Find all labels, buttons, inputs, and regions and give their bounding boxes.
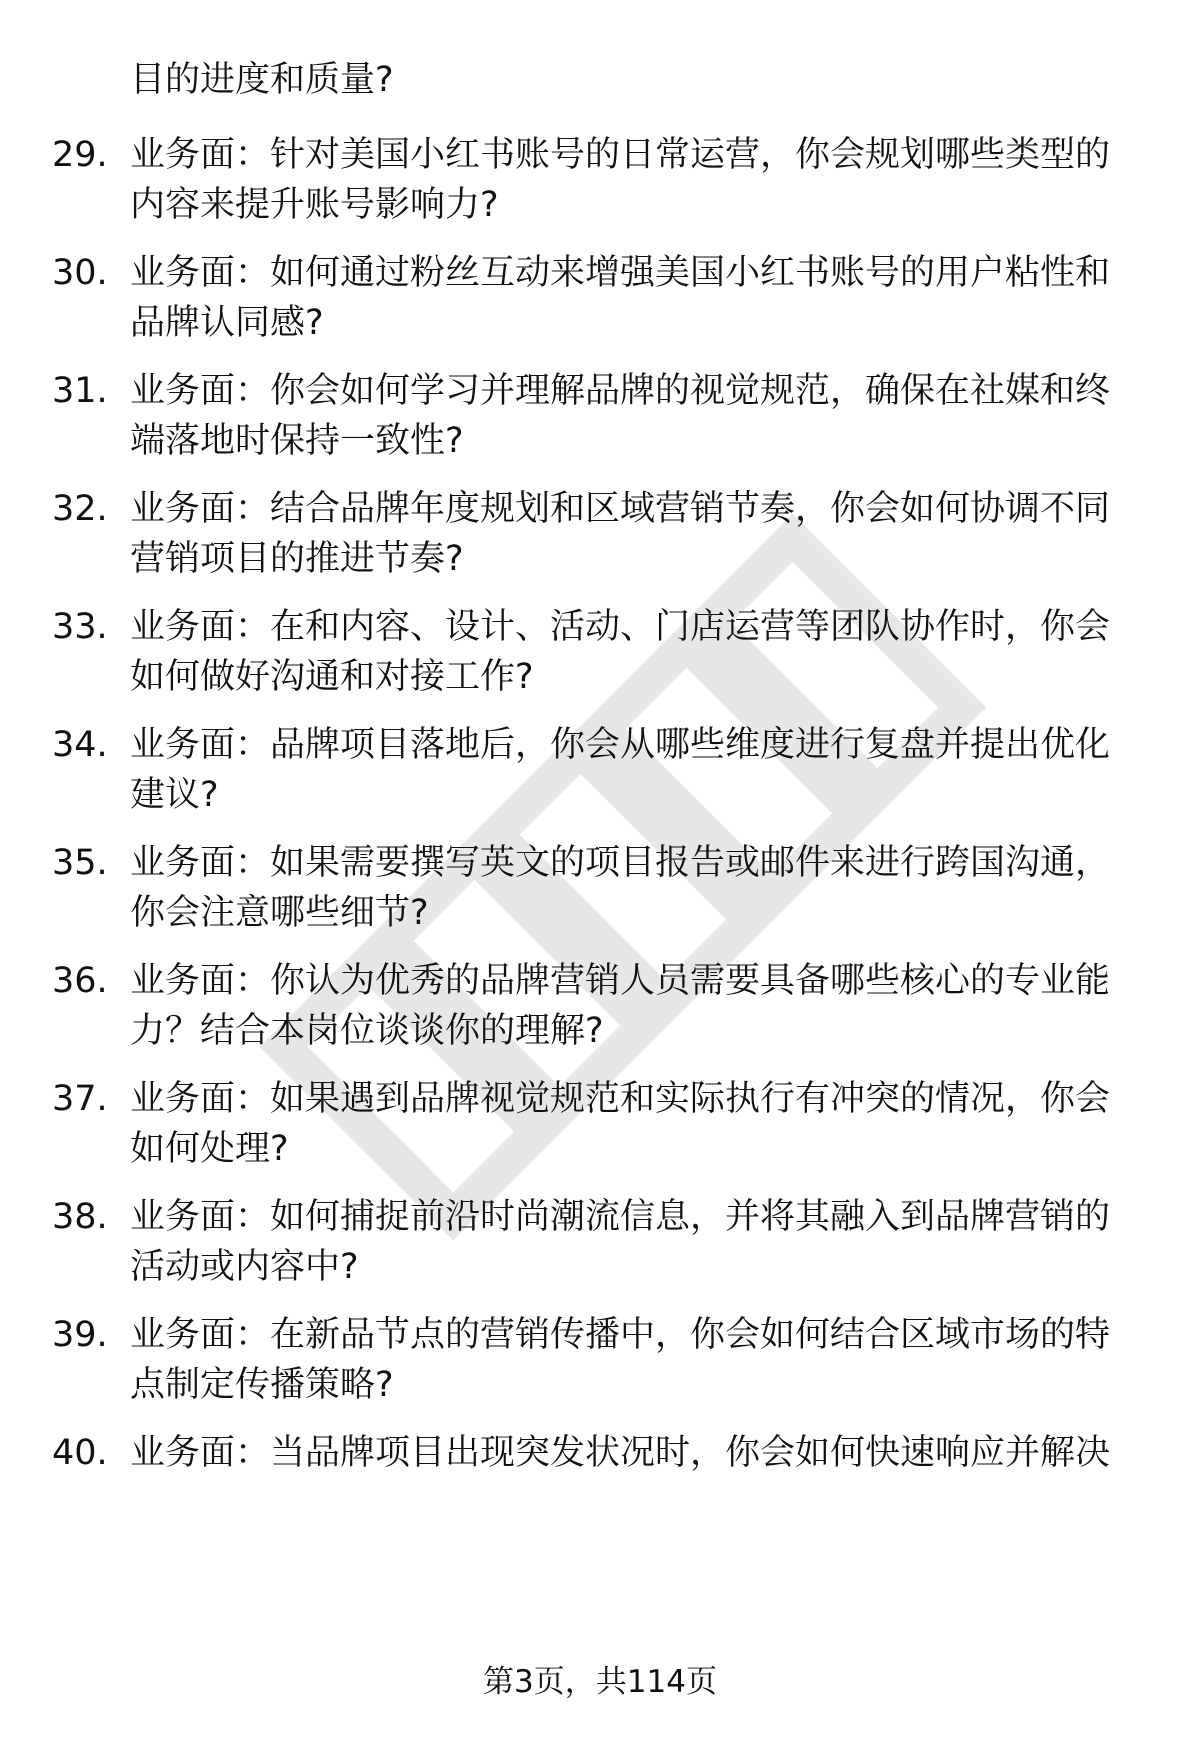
- question-text-line1: 业务面：当品牌项目出现突发状况时，你会如何快速响应并解决: [130, 1433, 1111, 1473]
- question-text-line2: 力？结合本岗位谈谈你的理解?: [130, 1011, 604, 1051]
- question-item: [0, 1077, 1200, 1177]
- question-item: [0, 251, 1200, 351]
- question-number: 29.: [52, 135, 108, 175]
- question-text-line1: 业务面：在新品节点的营销传播中，你会如何结合区域市场的特: [130, 1315, 1111, 1355]
- question-item: [0, 841, 1200, 941]
- question-text-line2: 活动或内容中?: [130, 1247, 359, 1287]
- question-number: 39.: [52, 1315, 108, 1355]
- question-item: [0, 133, 1200, 233]
- question-text-line2: 营销项目的推进节奏?: [130, 539, 464, 579]
- question-item: [0, 605, 1200, 705]
- question-text-line2: 如何处理?: [130, 1129, 289, 1169]
- page-footer: 第3页，共114页: [483, 1664, 717, 1700]
- question-number: 31.: [52, 371, 108, 411]
- question-item: [0, 1195, 1200, 1295]
- question-item: [0, 1313, 1200, 1413]
- continuation-line: 目的进度和质量?: [130, 60, 394, 100]
- question-text-line1: 业务面：如果遇到品牌视觉规范和实际执行有冲突的情况，你会: [130, 1079, 1111, 1119]
- question-text-line1: 业务面：品牌项目落地后，你会从哪些维度进行复盘并提出优化: [130, 725, 1111, 765]
- question-text-line1: 业务面：如果需要撰写英文的项目报告或邮件来进行跨国沟通，: [130, 843, 1111, 883]
- question-number: 32.: [52, 489, 108, 529]
- question-text-line2: 建议?: [130, 775, 219, 815]
- question-item: [0, 723, 1200, 823]
- question-number: 35.: [52, 843, 108, 883]
- question-item: [0, 1431, 1200, 1531]
- question-text-line1: 业务面：如何捕捉前沿时尚潮流信息，并将其融入到品牌营销的: [130, 1197, 1111, 1237]
- question-item: [0, 369, 1200, 469]
- question-number: 37.: [52, 1079, 108, 1119]
- question-text-line2: 如何做好沟通和对接工作?: [130, 657, 534, 697]
- question-text-line2: 品牌认同感?: [130, 303, 324, 343]
- question-number: 36.: [52, 961, 108, 1001]
- question-text-line2: 内容来提升账号影响力?: [130, 185, 499, 225]
- question-number: 30.: [52, 253, 108, 293]
- question-number: 34.: [52, 725, 108, 765]
- question-number: 38.: [52, 1197, 108, 1237]
- question-text-line1: 业务面：如何通过粉丝互动来增强美国小红书账号的用户粘性和: [130, 253, 1111, 293]
- question-text-line1: 业务面：在和内容、设计、活动、门店运营等团队协作时，你会: [130, 607, 1111, 647]
- question-text-line2: 点制定传播策略?: [130, 1365, 394, 1405]
- question-number: 40.: [52, 1433, 108, 1473]
- question-text-line1: 业务面：结合品牌年度规划和区域营销节奏，你会如何协调不同: [130, 489, 1111, 529]
- question-text-line1: 业务面：针对美国小红书账号的日常运营，你会规划哪些类型的: [130, 135, 1111, 175]
- question-number: 33.: [52, 607, 108, 647]
- question-text-line1: 业务面：你会如何学习并理解品牌的视觉规范，确保在社媒和终: [130, 371, 1111, 411]
- question-text-line1: 业务面：你认为优秀的品牌营销人员需要具备哪些核心的专业能: [130, 961, 1111, 1001]
- question-item: [0, 959, 1200, 1059]
- question-item: [0, 487, 1200, 587]
- question-text-line2: 端落地时保持一致性?: [130, 421, 464, 461]
- question-text-line2: 你会注意哪些细节?: [130, 893, 429, 933]
